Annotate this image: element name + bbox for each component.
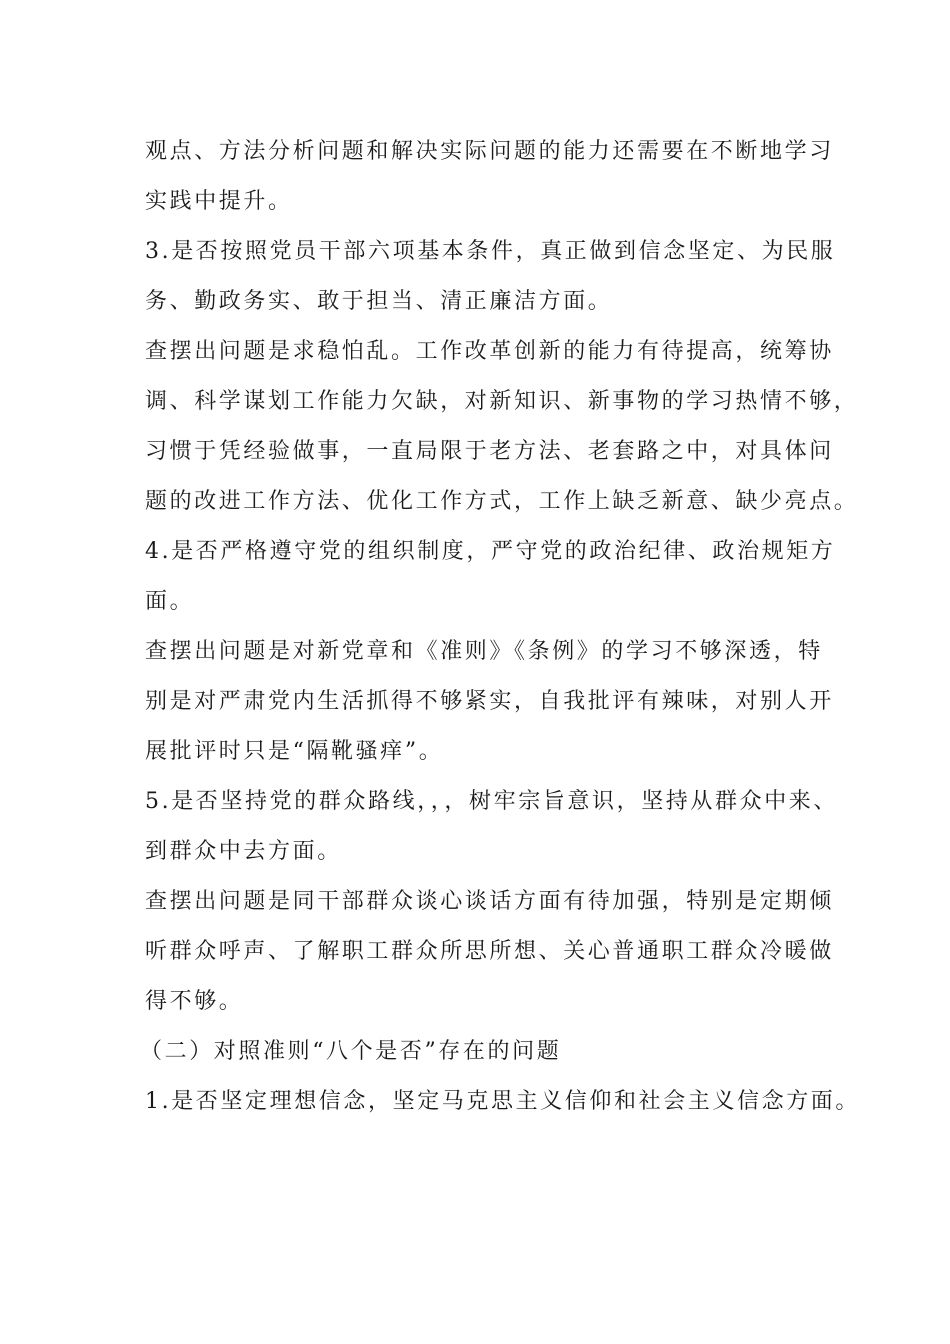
paragraph-line: 查摆出问题是求稳怕乱。工作改革创新的能力有待提高，统筹协 <box>145 339 834 364</box>
item-4-heading: 4.是否严格遵守党的组织制度，严守党的政治纪律、政治规矩方 <box>145 539 836 564</box>
paragraph-line: 别是对严肃党内生活抓得不够紧实，自我批评有辣味，对别人开 <box>145 689 834 714</box>
paragraph-line: 到群众中去方面。 <box>145 839 342 864</box>
paragraph-line: 调、科学谋划工作能力欠缺，对新知识、新事物的学习热情不够， <box>145 389 859 414</box>
paragraph-line: 习惯于凭经验做事，一直局限于老方法、老套路之中，对具体问 <box>145 439 834 464</box>
paragraph-line: 题的改进工作方法、优化工作方式，工作上缺乏新意、缺少亮点。 <box>145 489 859 514</box>
paragraph-line: 查摆出问题是同干部群众谈心谈话方面有待加强，特别是定期倾 <box>145 889 834 914</box>
paragraph-line: 得不够。 <box>145 989 244 1014</box>
paragraph-line: 务、勤政务实、敢于担当、清正廉洁方面。 <box>145 289 613 314</box>
paragraph-line: 实践中提升。 <box>145 189 293 214</box>
item-1-heading: 1.是否坚定理想信念，坚定马克思主义信仰和社会主义信念方面。 <box>145 1089 860 1114</box>
paragraph-line: 观点、方法分析问题和解决实际问题的能力还需要在不断地学习 <box>145 139 834 164</box>
paragraph-line: 听群众呼声、了解职工群众所思所想、关心普通职工群众冷暖做 <box>145 939 834 964</box>
paragraph-line: 面。 <box>145 589 195 614</box>
section-heading: （二）对照准则“八个是否”存在的问题 <box>140 1039 562 1064</box>
paragraph-line: 查摆出问题是对新党章和《准则》《条例》的学习不够深透，特 <box>145 639 823 664</box>
item-5-heading: 5.是否坚持党的群众路线，，，树牢宗旨意识，坚持从群众中来、 <box>145 789 838 814</box>
item-3-heading: 3.是否按照党员干部六项基本条件，真正做到信念坚定、为民服 <box>145 239 836 264</box>
paragraph-line: 展批评时只是“隔靴骚痒”。 <box>145 739 444 764</box>
